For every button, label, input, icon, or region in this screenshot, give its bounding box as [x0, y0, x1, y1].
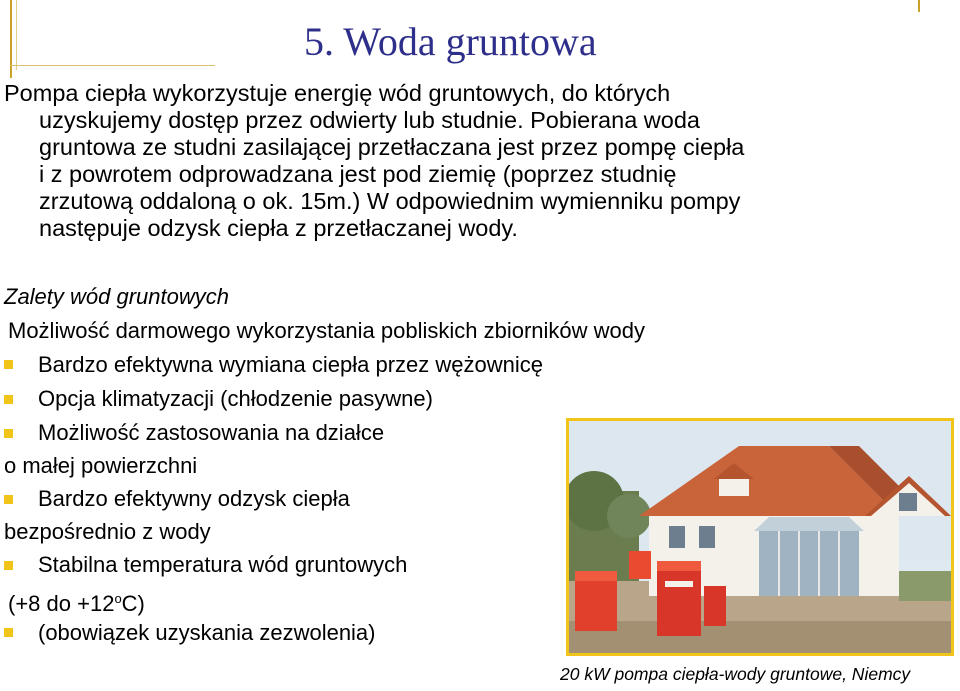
intro-line: i z powrotem odprowadzana jest pod ziemię (poprzez studnię	[39, 161, 677, 187]
intro-line: Pompa ciepła wykorzystuje energię wód gruntowych, do których	[4, 80, 671, 106]
advantage-item-continued: bezpośrednio z wody	[4, 519, 211, 544]
bullet-icon	[4, 561, 13, 570]
photo-caption: 20 kW pompa ciepła-wody gruntowe, Niemcy	[560, 664, 911, 684]
bullet-icon	[4, 495, 13, 504]
advantage-item: Bardzo efektywny odzysk ciepła	[38, 486, 350, 511]
decorative-frame-left-inner	[16, 0, 17, 70]
advantage-item-continued: o małej powierzchni	[4, 453, 198, 478]
advantage-item: Stabilna temperatura wód gruntowych	[38, 552, 408, 577]
house-photo	[566, 418, 954, 656]
advantage-item: Opcja klimatyzacji (chłodzenie pasywne)	[38, 386, 433, 411]
intro-line: gruntowa ze studni zasilającej przetłaczana jest przez pompę ciepła	[39, 134, 745, 160]
house-illustration	[569, 421, 951, 653]
advantage-item: Możliwość zastosowania na działce	[38, 420, 385, 445]
intro-line: następuje odzysk ciepła z przetłaczanej wody.	[39, 215, 518, 241]
bullet-icon	[4, 360, 13, 369]
intro-line: uzyskujemy dostęp przez odwierty lub studnie. Pobierana woda	[39, 107, 700, 133]
degree-superscript: o	[114, 591, 122, 606]
bullet-icon	[4, 628, 13, 637]
advantage-item: (obowiązek uzyskania zezwolenia)	[38, 620, 376, 645]
advantage-item: Możliwość darmowego wykorzystania pobliskich zbiorników wody	[8, 318, 646, 343]
decorative-frame-right	[918, 0, 920, 12]
decorative-frame-top	[10, 65, 215, 66]
bullet-icon	[4, 395, 13, 404]
slide-title: 5. Woda gruntowa	[304, 19, 597, 64]
intro-line: zrzutową oddaloną o ok. 15m.) W odpowiednim wymienniku pompy	[39, 188, 741, 214]
advantage-item: Bardzo efektywna wymiana ciepła przez wężownicę	[38, 352, 544, 377]
temperature-range-start: (+8 do +12	[8, 591, 115, 616]
advantages-heading: Zalety wód gruntowych	[4, 284, 229, 309]
temperature-range	[8, 586, 145, 617]
temperature-range-unit: C)	[121, 591, 145, 616]
intro-paragraph	[4, 80, 904, 242]
bullet-icon	[4, 429, 13, 438]
decorative-frame-left	[10, 0, 12, 78]
